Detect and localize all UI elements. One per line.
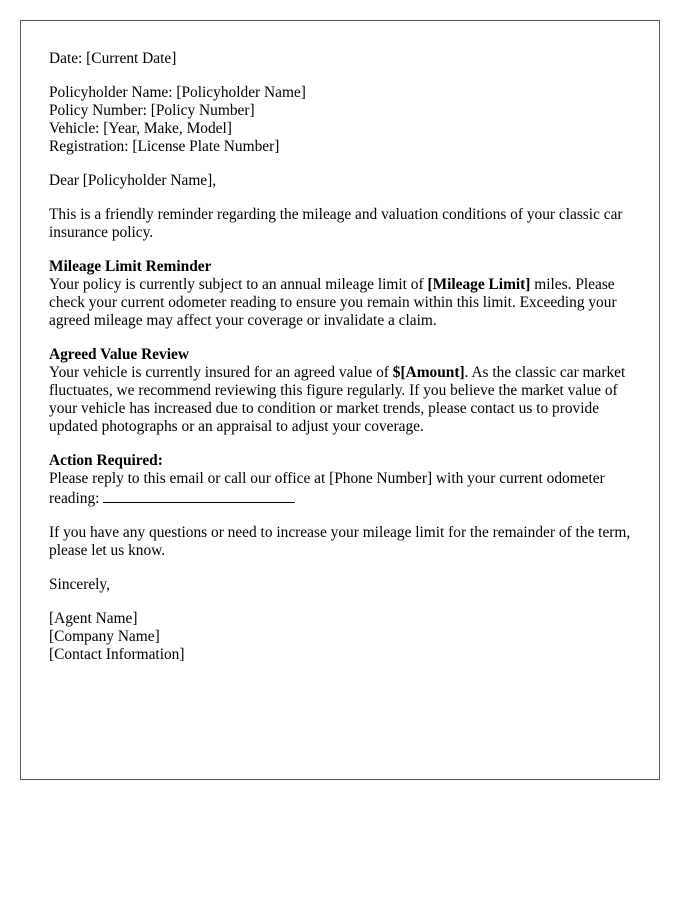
value-text-after: . As the classic car market fluctuates, we recommend reviewing this figure regularly. If you believe the market value of your vehicle has increased due to condition or market trends, please contact us to provide updated photographs or an appraisal to adjust your coverage. (49, 364, 626, 435)
odometer-reading-blank (103, 488, 295, 503)
agent-name: [Agent Name] (49, 610, 138, 627)
policy-number-line: Policy Number: [Policy Number] (49, 102, 255, 119)
mileage-section (49, 258, 631, 330)
policyholder-name-line: Policyholder Name: [Policyholder Name] (49, 84, 306, 101)
action-heading: Action Required: (49, 452, 163, 469)
vehicle-line: Vehicle: [Year, Make, Model] (49, 120, 232, 137)
contact-information: [Contact Information] (49, 646, 185, 663)
intro-paragraph: This is a friendly reminder regarding the mileage and valuation conditions of your classic car insurance policy. (49, 206, 623, 241)
registration-line: Registration: [License Plate Number] (49, 138, 280, 155)
closing: Sincerely, (49, 576, 110, 593)
salutation: Dear [Policyholder Name], (49, 172, 217, 189)
policy-details (49, 84, 631, 156)
mileage-limit-value: [Mileage Limit] (427, 276, 531, 293)
value-heading: Agreed Value Review (49, 346, 189, 363)
questions-paragraph: If you have any questions or need to increase your mileage limit for the remainder of the term, please let us know. (49, 524, 631, 559)
company-name: [Company Name] (49, 628, 160, 645)
mileage-text-after: miles. Please check your current odometer reading to ensure you remain within this limit. Exceeding your agreed mileage may affect your coverage or invalidate a claim. (49, 276, 617, 329)
mileage-heading: Mileage Limit Reminder (49, 258, 212, 275)
agreed-amount-value: $[Amount] (392, 364, 465, 381)
mileage-text-before: Your policy is currently subject to an annual mileage limit of (49, 276, 428, 293)
value-section (49, 346, 631, 436)
letter (20, 20, 660, 780)
signature-block (49, 610, 631, 664)
action-text: Please reply to this email or call our office at [Phone Number] with your current odometer reading: (49, 470, 605, 507)
date-line: Date: [Current Date] (49, 50, 177, 67)
action-section (49, 452, 631, 508)
value-text-before: Your vehicle is currently insured for an agreed value of (49, 364, 393, 381)
